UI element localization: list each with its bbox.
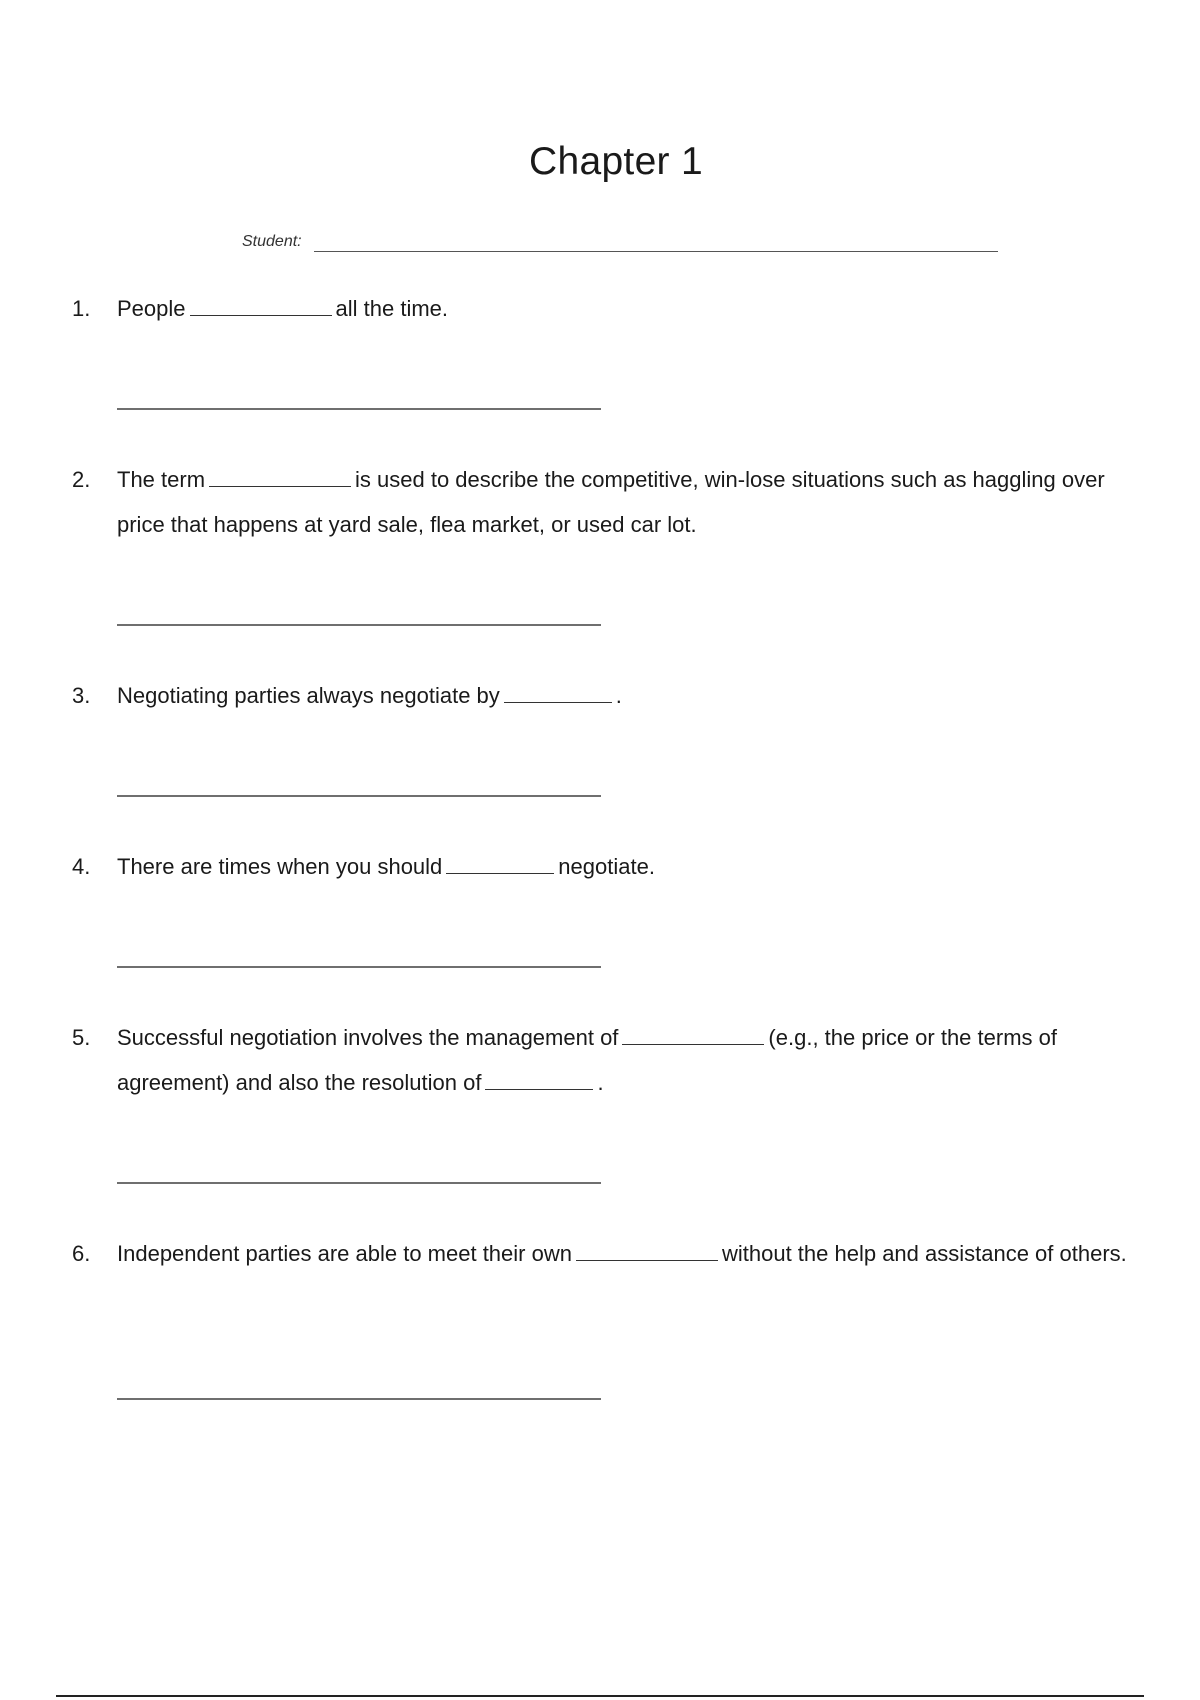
question-text — [117, 457, 1152, 547]
question-text-part: without the help and assistance of others. — [721, 1241, 1127, 1266]
question-text-part: negotiate. — [558, 854, 655, 879]
fill-in-blank[interactable] — [485, 1067, 593, 1090]
question-5 — [72, 1015, 1152, 1105]
question-number: 6. — [72, 1241, 91, 1266]
question-text-part: Negotiating parties always negotiate by — [117, 683, 500, 708]
question-text-part: (e.g., the price or the terms of agreement) and also the resolution of — [117, 1025, 1057, 1095]
answer-line[interactable] — [117, 966, 601, 968]
question-2 — [72, 457, 1152, 547]
question-number: 2. — [72, 467, 91, 492]
answer-line[interactable] — [117, 624, 601, 626]
question-text-part: all the time. — [335, 296, 449, 321]
question-number: 5. — [72, 1025, 91, 1050]
student-label: Student: — [242, 233, 302, 250]
fill-in-blank[interactable] — [209, 464, 351, 487]
question-number: 4. — [72, 854, 91, 879]
question-text-part: . — [597, 1070, 604, 1095]
fill-in-blank[interactable] — [576, 1238, 718, 1261]
fill-in-blank[interactable] — [622, 1022, 764, 1045]
fill-in-blank[interactable] — [504, 680, 612, 703]
page-title: Chapter 1 — [529, 140, 703, 183]
answer-line[interactable] — [117, 795, 601, 797]
question-6 — [72, 1231, 1152, 1276]
question-text-part: . — [615, 683, 622, 708]
fill-in-blank[interactable] — [446, 851, 554, 874]
question-text — [117, 844, 1152, 889]
answer-line[interactable] — [117, 408, 601, 410]
question-text-part: Independent parties are able to meet their own — [117, 1241, 572, 1266]
question-text-part: is used to describe the competitive, win-lose situations such as haggling over price that happens at yard sale, flea market, or used car lot. — [117, 467, 1105, 537]
question-text-part: There are times when you should — [117, 854, 443, 879]
question-text-part: The term — [117, 467, 206, 492]
question-text-part: People — [117, 296, 186, 321]
question-4 — [72, 844, 1152, 889]
question-number: 1. — [72, 296, 91, 321]
question-3 — [72, 673, 1152, 718]
answer-line[interactable] — [117, 1182, 601, 1184]
question-text — [117, 1231, 1152, 1276]
question-number: 3. — [72, 683, 91, 708]
question-text — [117, 1015, 1152, 1105]
question-text — [117, 286, 1152, 331]
question-text — [117, 673, 1152, 718]
student-name-row — [242, 233, 998, 255]
student-name-field[interactable] — [314, 251, 998, 252]
fill-in-blank[interactable] — [190, 293, 332, 316]
question-1 — [72, 286, 1152, 331]
answer-line[interactable] — [117, 1398, 601, 1400]
footer-divider — [56, 1695, 1144, 1697]
question-text-part: Successful negotiation involves the management of — [117, 1025, 619, 1050]
